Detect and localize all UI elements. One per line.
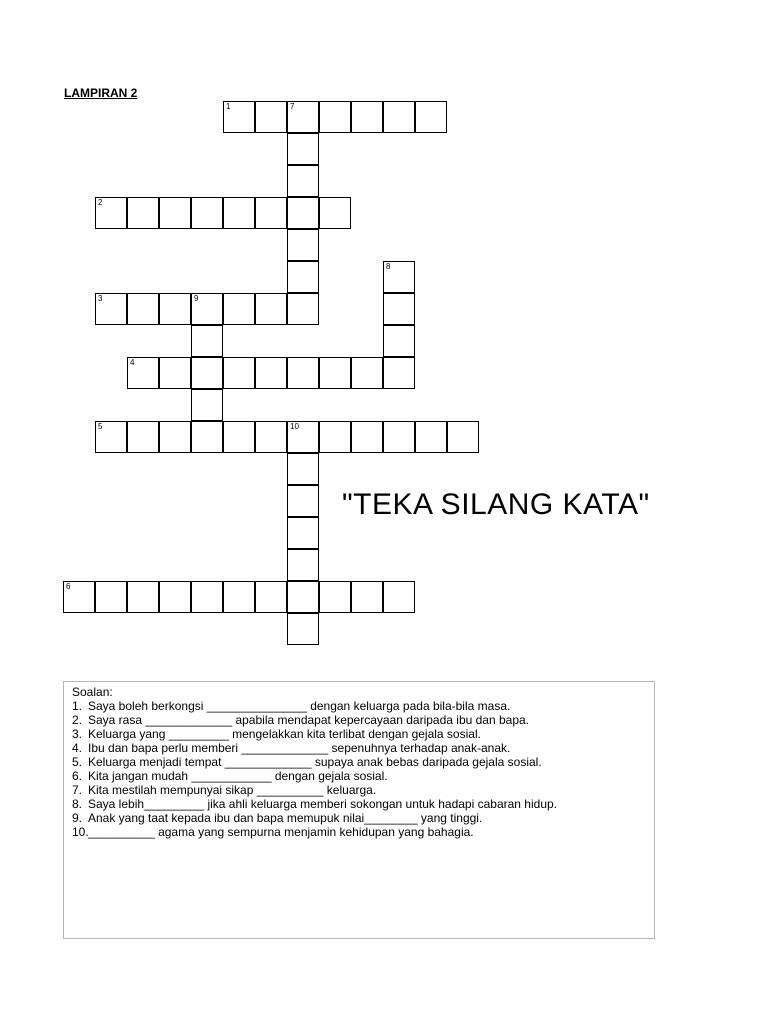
page-heading: LAMPIRAN 2: [64, 86, 138, 100]
crossword-cell[interactable]: [287, 613, 319, 645]
crossword-cell[interactable]: [287, 197, 319, 229]
clue-number: 5: [98, 422, 103, 431]
crossword-cell[interactable]: [127, 581, 159, 613]
crossword-cell[interactable]: [191, 581, 223, 613]
crossword-cell[interactable]: [63, 581, 95, 613]
crossword-cell[interactable]: [255, 421, 287, 453]
crossword-cell[interactable]: [255, 357, 287, 389]
crossword-cell[interactable]: [223, 421, 255, 453]
crossword-cell[interactable]: [191, 325, 223, 357]
crossword-cell[interactable]: [351, 581, 383, 613]
crossword-cell[interactable]: [319, 357, 351, 389]
crossword-cell[interactable]: [95, 581, 127, 613]
crossword-cell[interactable]: [287, 549, 319, 581]
crossword-cell[interactable]: [319, 421, 351, 453]
question-item: 9. Anak yang taat kepada ibu dan bapa memupuk nilai________ yang tinggi.: [72, 811, 483, 825]
crossword-cell[interactable]: [159, 581, 191, 613]
crossword-cell[interactable]: [255, 293, 287, 325]
crossword-cell[interactable]: [191, 389, 223, 421]
crossword-cell[interactable]: [383, 293, 415, 325]
crossword-cell[interactable]: [319, 581, 351, 613]
crossword-cell[interactable]: [159, 197, 191, 229]
crossword-cell[interactable]: [287, 517, 319, 549]
crossword-cell[interactable]: [127, 357, 159, 389]
crossword-cell[interactable]: [255, 581, 287, 613]
clue-number: 7: [290, 102, 295, 111]
crossword-cell[interactable]: [287, 133, 319, 165]
crossword-cell[interactable]: [383, 325, 415, 357]
question-item: 3. Keluarga yang _________ mengelakkan kita terlibat dengan gejala sosial.: [72, 727, 481, 741]
question-item: 1. Saya boleh berkongsi _______________ dengan keluarga pada bila-bila masa.: [72, 699, 511, 713]
crossword-cell[interactable]: [287, 229, 319, 261]
questions-box: [63, 681, 655, 939]
crossword-cell[interactable]: [191, 357, 223, 389]
crossword-cell[interactable]: [383, 421, 415, 453]
crossword-cell[interactable]: [351, 357, 383, 389]
clue-number: 2: [98, 198, 103, 207]
crossword-cell[interactable]: [191, 197, 223, 229]
crossword-cell[interactable]: [223, 101, 255, 133]
clue-number: 3: [98, 294, 103, 303]
crossword-cell[interactable]: [351, 101, 383, 133]
crossword-cell[interactable]: [191, 293, 223, 325]
crossword-cell[interactable]: [223, 293, 255, 325]
crossword-cell[interactable]: [319, 197, 351, 229]
crossword-cell[interactable]: [223, 197, 255, 229]
clue-number: 4: [130, 358, 135, 367]
crossword-cell[interactable]: [287, 421, 319, 453]
crossword-cell[interactable]: [127, 197, 159, 229]
crossword-cell[interactable]: [287, 261, 319, 293]
crossword-cell[interactable]: [383, 357, 415, 389]
crossword-cell[interactable]: [287, 293, 319, 325]
crossword-cell[interactable]: [383, 261, 415, 293]
crossword-cell[interactable]: [287, 101, 319, 133]
crossword-cell[interactable]: [319, 101, 351, 133]
questions-list: [72, 699, 642, 839]
question-item: 5. Keluarga menjadi tempat _____________ supaya anak bebas daripada gejala sosial.: [72, 755, 542, 769]
crossword-cell[interactable]: [159, 421, 191, 453]
crossword-cell[interactable]: [255, 197, 287, 229]
clue-number: 6: [66, 582, 71, 591]
question-item: 10. __________ agama yang sempurna menjamin kehidupan yang bahagia.: [72, 825, 474, 839]
crossword-cell[interactable]: [383, 581, 415, 613]
crossword-cell[interactable]: [255, 101, 287, 133]
question-item: 2. Saya rasa _____________ apabila mendapat kepercayaan daripada ibu dan bapa.: [72, 713, 530, 727]
question-item: 4. Ibu dan bapa perlu memberi _____________ sepenuhnya terhadap anak-anak.: [72, 741, 511, 755]
crossword-cell[interactable]: [127, 421, 159, 453]
clue-number: 8: [386, 262, 391, 271]
crossword-cell[interactable]: [95, 293, 127, 325]
crossword-cell[interactable]: [95, 197, 127, 229]
crossword-cell[interactable]: [191, 421, 223, 453]
crossword-cell[interactable]: [159, 293, 191, 325]
clue-number: 10: [290, 422, 299, 431]
crossword-cell[interactable]: [127, 293, 159, 325]
crossword-cell[interactable]: [287, 357, 319, 389]
clue-number: 9: [194, 294, 199, 303]
crossword-title: "TEKA SILANG KATA": [342, 488, 650, 521]
crossword-cell[interactable]: [415, 421, 447, 453]
question-item: 8. Saya lebih_________ jika ahli keluarga memberi sokongan untuk hadapi cabaran hidup.: [72, 797, 557, 811]
crossword-cell[interactable]: [383, 101, 415, 133]
crossword-cell[interactable]: [159, 357, 191, 389]
questions-title: Soalan:: [72, 685, 113, 699]
crossword-cell[interactable]: [415, 101, 447, 133]
crossword-cell[interactable]: [223, 581, 255, 613]
crossword-cell[interactable]: [287, 165, 319, 197]
crossword-cell[interactable]: [287, 485, 319, 517]
crossword-cell[interactable]: [287, 453, 319, 485]
crossword-cell[interactable]: [447, 421, 479, 453]
crossword-cell[interactable]: [287, 581, 319, 613]
crossword-cell[interactable]: [223, 357, 255, 389]
clue-number: 1: [226, 102, 231, 111]
question-item: 7. Kita mestilah mempunyai sikap __________ keluarga.: [72, 783, 377, 797]
question-item: 6. Kita jangan mudah ____________ dengan gejala sosial.: [72, 769, 388, 783]
crossword-cell[interactable]: [351, 421, 383, 453]
crossword-cell[interactable]: [95, 421, 127, 453]
